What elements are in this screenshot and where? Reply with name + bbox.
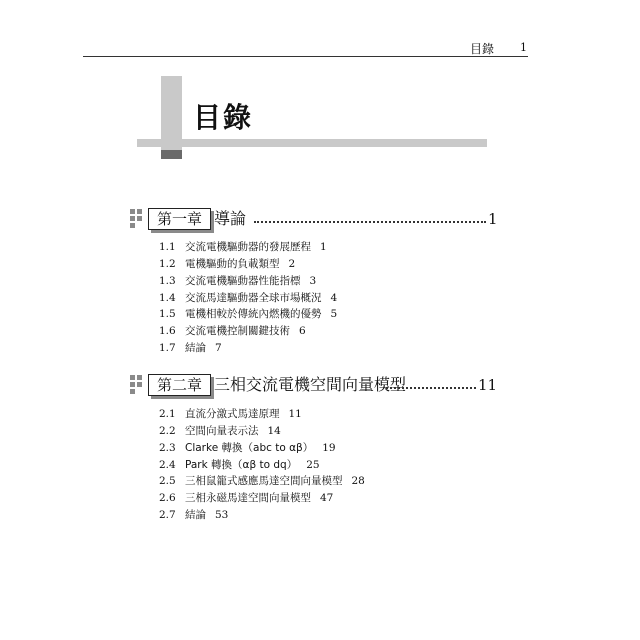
- toc-entry[interactable]: [159, 257, 295, 271]
- section-page-number: 19: [322, 442, 336, 454]
- page-title: 目錄: [193, 101, 254, 134]
- section-title: 交流馬達驅動器全球市場概況: [185, 292, 322, 304]
- section-page-number: 25: [306, 459, 320, 471]
- section-page-number: 7: [215, 342, 222, 354]
- section-number: 2.1: [159, 408, 176, 420]
- section-page-number: 47: [320, 492, 334, 504]
- section-number: 1.3: [159, 275, 176, 287]
- toc-entry[interactable]: [159, 407, 302, 421]
- toc-entry[interactable]: [159, 441, 336, 455]
- toc-entry[interactable]: [159, 240, 327, 254]
- section-page-number: 3: [309, 275, 317, 287]
- section-title: 交流電機驅動器的發展歷程: [185, 241, 311, 253]
- section-title: 交流電機控制關鍵技術: [185, 325, 290, 337]
- section-title: 結論: [185, 509, 206, 521]
- running-header-title: 目錄: [470, 42, 495, 56]
- section-number: 1.1: [159, 241, 176, 253]
- section-number: 1.4: [159, 292, 176, 304]
- toc-entry[interactable]: [159, 307, 337, 321]
- dot-leader: [386, 387, 476, 389]
- section-title: 結論: [185, 342, 206, 354]
- title-decoration-dark-block: [161, 150, 182, 159]
- section-number: 1.7: [159, 342, 176, 354]
- section-title: 三相鼠籠式感應馬達空間向量模型: [185, 475, 343, 487]
- section-number: 1.2: [159, 258, 176, 270]
- toc-entry[interactable]: [159, 274, 316, 288]
- section-number: 1.5: [159, 308, 176, 320]
- section-page-number: 11: [288, 408, 302, 420]
- section-page-number: 28: [351, 475, 365, 487]
- section-page-number: 53: [215, 509, 229, 521]
- chapter-page-number: 11: [478, 376, 498, 394]
- section-title: 三相永磁馬達空間向量模型: [185, 492, 311, 504]
- toc-entry[interactable]: [159, 491, 333, 505]
- section-number: 2.6: [159, 492, 176, 504]
- section-page-number: 14: [267, 425, 281, 437]
- dot-leader: [254, 221, 486, 223]
- section-title: Clarke 轉換（abc to αβ）: [185, 442, 314, 454]
- chapter-title: 三相交流電機空間向量模型: [214, 375, 407, 394]
- toc-entry[interactable]: [159, 474, 365, 488]
- chapter-bullet-icon: [130, 373, 148, 397]
- section-page-number: 6: [299, 325, 306, 337]
- toc-entry[interactable]: [159, 458, 320, 472]
- chapter-label: 第二章: [148, 374, 211, 396]
- section-number: 2.2: [159, 425, 176, 437]
- toc-entry[interactable]: [159, 424, 281, 438]
- toc-entry[interactable]: [159, 341, 222, 355]
- section-title: 直流分激式馬達原理: [185, 408, 280, 420]
- section-number: 2.4: [159, 459, 176, 471]
- section-page-number: 1: [320, 241, 327, 253]
- running-header-page-number: 1: [520, 41, 527, 54]
- section-page-number: 4: [330, 292, 338, 304]
- chapter-label: 第一章: [148, 208, 211, 230]
- section-number: 1.6: [159, 325, 176, 337]
- section-page-number: 5: [330, 308, 338, 320]
- chapter-page-number: 1: [488, 210, 498, 228]
- chapter-bullet-icon: [130, 207, 148, 231]
- section-title: 交流電機驅動器性能指標: [185, 275, 301, 287]
- toc-entry[interactable]: [159, 324, 306, 338]
- chapter-title: 導論: [214, 209, 247, 228]
- title-decoration-horizontal-bar: [137, 139, 487, 147]
- section-page-number: 2: [288, 258, 296, 270]
- toc-entry[interactable]: [159, 508, 228, 522]
- section-number: 2.3: [159, 442, 176, 454]
- section-title: 空間向量表示法: [185, 425, 259, 437]
- toc-entry[interactable]: [159, 291, 337, 305]
- header-rule: [83, 56, 528, 57]
- section-number: 2.7: [159, 509, 176, 521]
- section-title: Park 轉換（αβ to dq）: [185, 459, 298, 471]
- section-title: 電機相較於傳統內燃機的優勢: [185, 308, 322, 320]
- section-title: 電機驅動的負載類型: [185, 258, 280, 270]
- section-number: 2.5: [159, 475, 176, 487]
